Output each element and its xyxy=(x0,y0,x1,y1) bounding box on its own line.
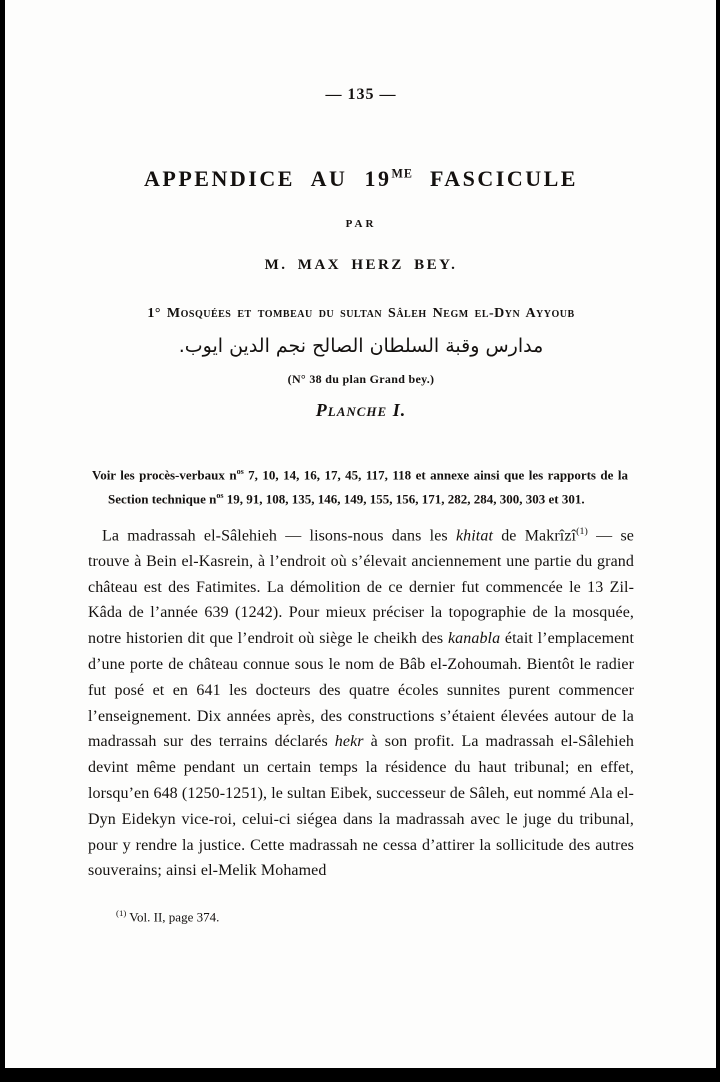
footnote: $^{(1)}$ Vol. II, page 374. xyxy=(116,908,220,925)
document-title: APPENDICE AU $19^{ME}$ FASCICULE xyxy=(144,166,578,191)
page-number: — 135 — xyxy=(325,86,397,103)
body-paragraph: La madrassah el-Sâlehieh — lisons-nous dans les khitat de Makrîzî$^{(1)}$ — se trouve à Bein el-Kasrein, à l’endroit où s’élevait anciennement une partie du grand château est des Fatimites. La démolition de ce dernier fut commencée le 13 Zil-Kâda de l’année 639 (1242). Pour mieux préciser la topographie de la mosquée, notre historien dit que l’endroit où siège le cheikh des kanabla était l’emplacement d’une porte de château connue sous le nom de Bâb el-Zohoumah. Bientôt le radier fut posé et en 641 les docteurs des quatre écoles sunnites purent commencer l’enseignement. Dix années après, des constructions s’étaient élevées autour de la madrassah sur des terrains déclarés hekr à son profit. La madrassah el-Sâlehieh devint même pendant un certain temps la résidence du haut tribunal; en effet, lorsqu’en 648 (1250-1251), le sultan Eibek, successeur de Sâleh, eut nommé Ala el-Dyn Eidekyn vice-roi, celui-ci siégea dans la madrassah avec le juge du tribunal, pour y rendre la justice. Cette madrassah ne cessa d’attirer la sollicitude des autres souverains; ainsi el-Melik Mohamed xyxy=(88,525,634,880)
plan-reference-note: (N° 38 du plan Grand bey.) xyxy=(287,372,435,386)
author-name: M. MAX HERZ BEY. xyxy=(264,257,458,273)
byline-par-label: PAR xyxy=(345,218,377,230)
page-content xyxy=(88,0,634,925)
section-heading: 1° Mosquées et tombeau du sultan Sâleh Negm el-Dyn Ayyoub xyxy=(147,306,575,321)
scan-edge-right xyxy=(716,0,720,1082)
planche-heading: Planche I. xyxy=(315,400,407,420)
scan-edge-bottom xyxy=(0,1068,720,1082)
arabic-title: مدارس وقبة السلطان الصالح نجم الدين ايوب. xyxy=(178,335,544,357)
proces-verbaux-note: Voir les procès-verbaux $n^{os}$ 7, 10, 14, 16, 17, 45, 117, 118 et annexe ainsi que les rapports de la Section technique $n^{os}$ 19, 91, 108, 135, 146, 149, 155, 156, 171, 282, 284, 300, 303 et 301. xyxy=(92,467,628,507)
scan-edge-left xyxy=(0,0,5,1082)
